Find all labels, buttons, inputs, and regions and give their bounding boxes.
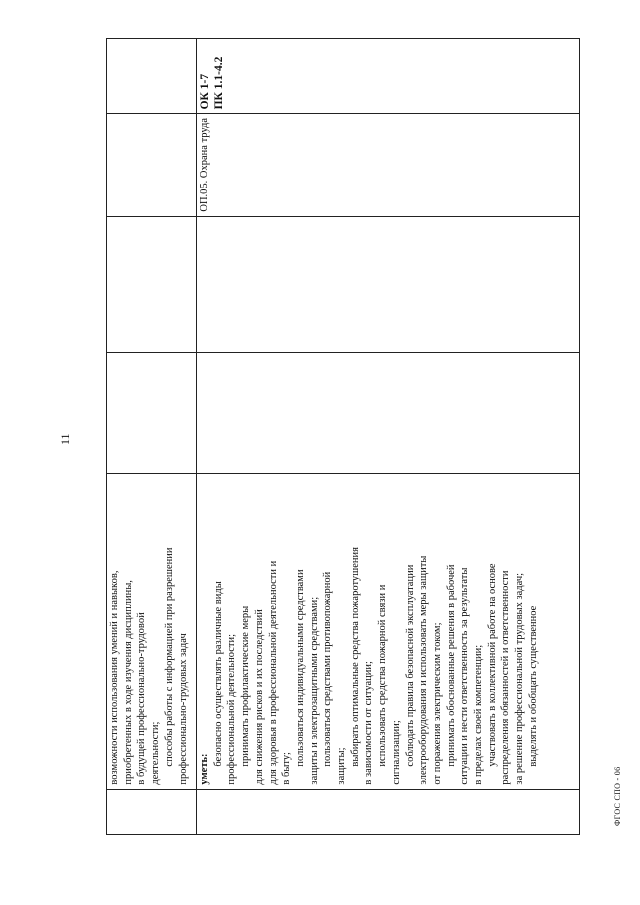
- subject-name: ОП.05. Охрана труда: [199, 118, 210, 212]
- text-line: в пределах своей компетенции;: [473, 644, 485, 785]
- text-line: принимать профилактические меры: [240, 605, 252, 767]
- text-line: деятельности;: [150, 721, 162, 785]
- text-line: в зависимости от ситуации;: [363, 661, 375, 785]
- subject-cell: [107, 114, 197, 216]
- table-row: [107, 39, 197, 835]
- text-line: приобретенных в ходе изучения дисциплины,: [122, 580, 134, 785]
- competency-general: ОК 1-7: [199, 73, 211, 110]
- text-line: выбирать оптимальные средства пожаротушения: [349, 547, 361, 767]
- text-line: защиты и электрозащитными средствами;: [308, 596, 320, 785]
- text-line: ситуации и нести ответственность за результаты: [459, 567, 471, 785]
- text-line: в будущей профессионально-трудовой: [136, 612, 148, 785]
- competency-table: [106, 38, 579, 835]
- knowledge-cell: [107, 473, 197, 789]
- text-line: от поражения электрическим током;: [431, 622, 443, 785]
- index-cell: [197, 789, 580, 834]
- skills-heading: уметь:: [199, 753, 210, 785]
- text-line: безопасно осуществлять различные виды: [212, 581, 224, 767]
- subject-cell: [197, 114, 580, 216]
- index-cell: [107, 789, 197, 834]
- footer-code: ФГОС СПО - 06: [613, 766, 622, 826]
- text-line: для снижения рисков и их последствий: [253, 609, 265, 785]
- text-line: участвовать в коллективной работе на основе: [486, 563, 498, 767]
- text-line: принимать обоснованные решения в рабочей: [445, 564, 457, 767]
- text-line: профессиональной деятельности;: [226, 634, 238, 785]
- text-line: сигнализации;: [390, 720, 402, 785]
- text-line: профессионально-трудовых задач: [177, 633, 189, 785]
- text-line: способы работы с информацией при разрешении: [163, 547, 175, 767]
- text-line: за решение профессиональной трудовых задач;: [514, 572, 526, 785]
- page-number: 11: [58, 433, 72, 445]
- text-line: для здоровья в профессиональной деятельности и: [267, 560, 279, 785]
- text-line: электрооборудования и использовать меры защиты: [418, 555, 430, 785]
- text-line: пользоваться индивидуальными средствами: [294, 569, 306, 767]
- hours-cell: [197, 352, 580, 473]
- skills-cell: [197, 473, 580, 789]
- text-line: пользоваться средствами противопожарной: [322, 571, 334, 767]
- competency-professional: ПК 1.1-4.2: [213, 56, 225, 110]
- text-line: распределения обязанностей и ответственности: [500, 570, 512, 785]
- text-line: возможности использования умений и навыков,: [109, 570, 120, 785]
- text-line: защиты;: [336, 747, 348, 785]
- text-line: использовать средства пожарной связи и: [377, 584, 389, 767]
- competency-cell: [107, 39, 197, 114]
- hours-cell: [107, 352, 197, 473]
- text-line: в быту;: [281, 752, 293, 785]
- hours-cell: [197, 216, 580, 352]
- competency-cell: [197, 39, 580, 114]
- text-line: соблюдать правила безопасной эксплуатации: [404, 564, 416, 767]
- hours-cell: [107, 216, 197, 352]
- text-line: выделять и обобщать существенное: [527, 605, 539, 767]
- table-row: [197, 39, 580, 835]
